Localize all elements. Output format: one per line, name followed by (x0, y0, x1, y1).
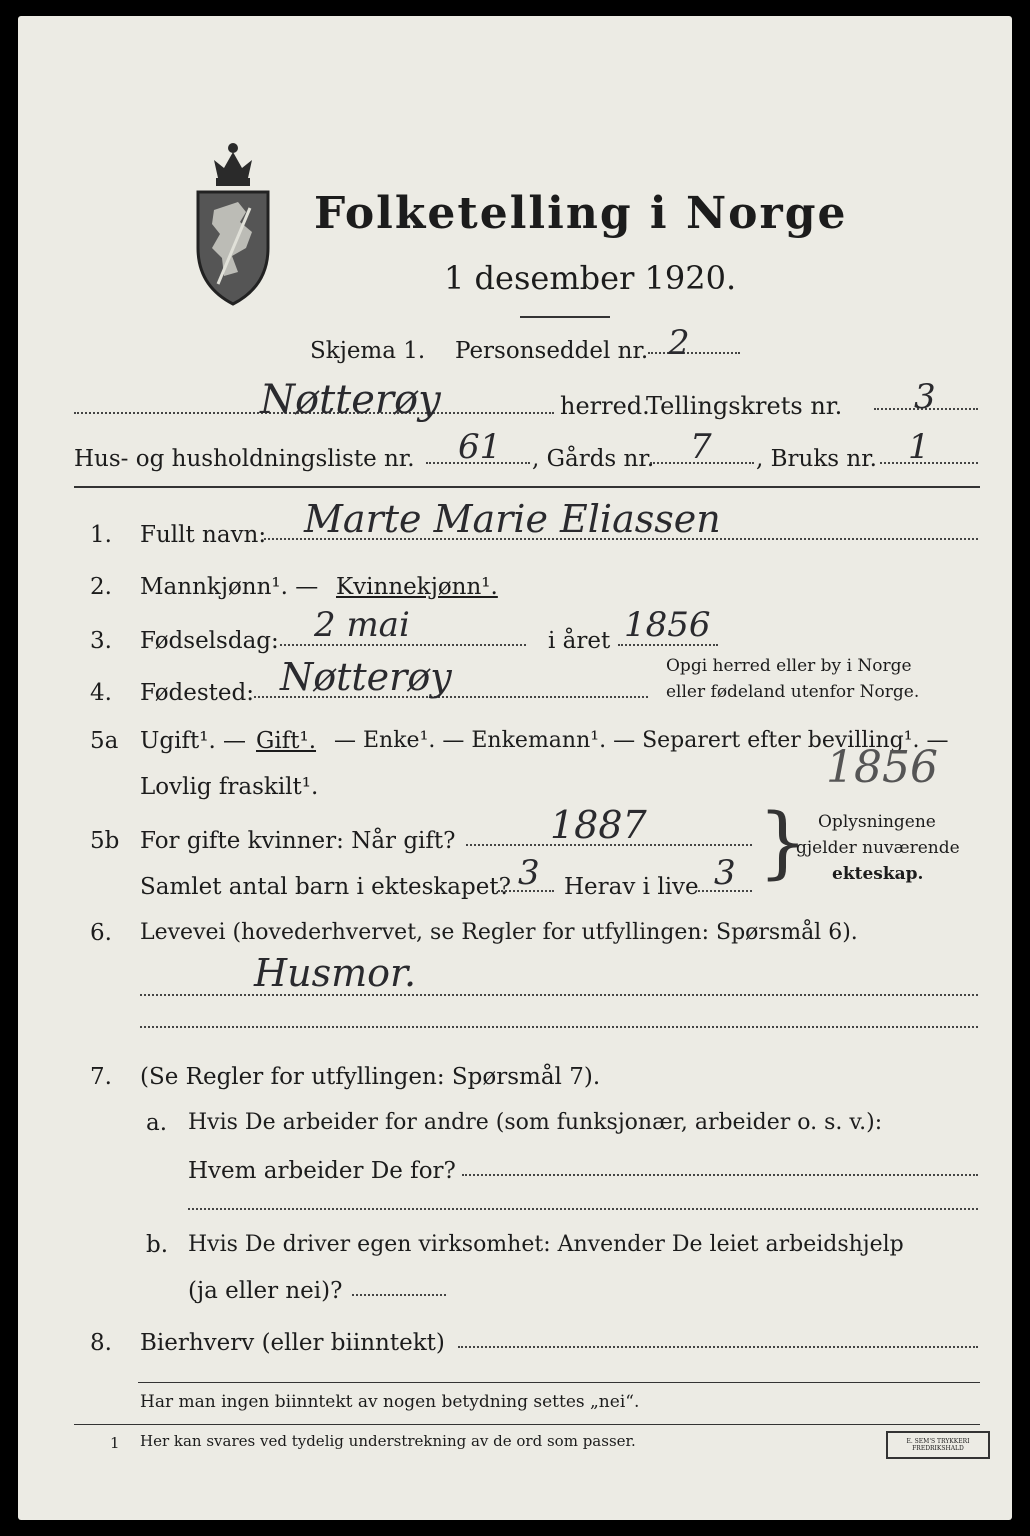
personseddel-line (648, 352, 740, 354)
census-form-sheet (18, 16, 1012, 1520)
footer-note: Har man ingen biinntekt av nogen betydning settes „nei“. (140, 1392, 640, 1412)
footer-rule (138, 1382, 980, 1383)
marital-other-options[interactable]: — Enke¹. — Enkemann¹. — Separert efter bevilling¹. — (334, 728, 949, 753)
birth-day-value[interactable]: 2 mai (314, 605, 410, 645)
census-date: 1 desember 1920. (444, 259, 737, 297)
personseddel-value[interactable]: 2 (668, 323, 690, 363)
margin-year-note: 1856 (826, 742, 938, 793)
q7-label: (Se Regler for utfyllingen: Spørsmål 7). (140, 1064, 601, 1090)
q7a-line2-label: Hvem arbeider De for? (188, 1158, 456, 1184)
q7b-label: Hvis De driver egen virksomhet: Anvender De leiet arbeidshjelp (188, 1232, 904, 1257)
schema-label: Skjema 1. (310, 338, 426, 364)
q4-number: 4. (90, 680, 112, 706)
q3-label: Fødselsdag: (140, 628, 279, 654)
gender-female-option[interactable]: Kvinnekjønn¹. (336, 574, 498, 600)
q6-label: Levevei (hovederhvervet, se Regler for utfyllingen: Spørsmål 6). (140, 920, 858, 945)
herred-value[interactable]: Nøtterøy (260, 377, 441, 423)
q2-number: 2. (90, 574, 112, 600)
footnote-rule (74, 1424, 980, 1425)
q7a-letter: a. (146, 1110, 168, 1136)
children-value[interactable]: 3 (518, 853, 540, 893)
alive-value[interactable]: 3 (714, 853, 736, 893)
birth-place-value[interactable]: Nøtterøy (280, 655, 452, 699)
herred-label: herred. (560, 392, 650, 420)
q7-number: 7. (90, 1064, 112, 1090)
husholdningsliste-value[interactable]: 61 (458, 427, 502, 467)
q5a-number: 5a (90, 728, 119, 754)
gards-value[interactable]: 7 (690, 427, 712, 467)
marital-gift-option[interactable]: Gift¹. (256, 728, 317, 754)
header-rule (520, 316, 610, 318)
form-title: Folketelling i Norge (314, 188, 848, 239)
gender-male-option[interactable]: Mannkjønn¹. — (140, 574, 319, 600)
q4-note-line2: eller fødeland utenfor Norge. (666, 682, 920, 702)
bruks-value[interactable]: 1 (908, 427, 930, 467)
birth-year-value[interactable]: 1856 (624, 605, 711, 645)
marital-ugift-option[interactable]: Ugift¹. — (140, 728, 247, 754)
q7b-letter: b. (146, 1232, 169, 1258)
footnote-number: 1 (110, 1434, 120, 1452)
personseddel-label: Personseddel nr. (455, 338, 649, 364)
occupation-value[interactable]: Husmor. (254, 951, 417, 995)
alive-label: Herav i live (564, 874, 699, 900)
q5b-brace: } (758, 798, 808, 888)
q7a-label: Hvis De arbeider for andre (som funksjonær, arbeider o. s. v.): (188, 1110, 883, 1135)
norwegian-coat-of-arms-icon (190, 138, 276, 308)
q8-number: 8. (90, 1330, 112, 1356)
q7b-line2-label: (ja eller nei)? (188, 1278, 343, 1304)
q8-line (458, 1346, 978, 1348)
q6-line2 (140, 1026, 978, 1028)
q4-label: Fødested: (140, 680, 255, 706)
marriage-year-value[interactable]: 1887 (550, 803, 647, 847)
q8-label: Bierhverv (eller biinntekt) (140, 1330, 445, 1356)
q7a-line (462, 1174, 978, 1176)
full-name-value[interactable]: Marte Marie Eliassen (304, 497, 721, 541)
q1-number: 1. (90, 522, 112, 548)
footnote-text: Her kan svares ved tydelig understrekning av de ord som passer. (140, 1432, 636, 1450)
q5b-note-line2: gjelder nuværende (796, 838, 960, 858)
gards-label: , Gårds nr. (532, 446, 655, 472)
q5b-label: For gifte kvinner: Når gift? (140, 828, 456, 854)
section-divider (74, 486, 980, 488)
printer-stamp-line2: FREDRIKSHALD (912, 1445, 964, 1452)
tellingskrets-value[interactable]: 3 (914, 377, 936, 417)
bruks-label: , Bruks nr. (756, 446, 877, 472)
marital-fraskilt-option[interactable]: Lovlig fraskilt¹. (140, 774, 319, 800)
q7a-extra-line (188, 1208, 978, 1210)
q1-label: Fullt navn: (140, 522, 267, 548)
husholdningsliste-label: Hus- og husholdningsliste nr. (74, 446, 415, 472)
q5b-note-line3: ekteskap. (832, 864, 924, 884)
q7b-line (352, 1294, 446, 1296)
q5b-number: 5b (90, 828, 120, 854)
q3-year-label: i året (548, 628, 611, 654)
q4-note-line1: Opgi herred eller by i Norge (666, 656, 912, 676)
tellingskrets-label: Tellingskrets nr. (646, 392, 843, 420)
printer-stamp-line1: E. SEM'S TRYKKERI (906, 1437, 970, 1445)
printer-stamp (886, 1431, 990, 1459)
q5b-note-line1: Oplysningene (818, 812, 936, 832)
children-label: Samlet antal barn i ekteskapet? (140, 874, 511, 900)
q3-number: 3. (90, 628, 112, 654)
q6-number: 6. (90, 920, 112, 946)
